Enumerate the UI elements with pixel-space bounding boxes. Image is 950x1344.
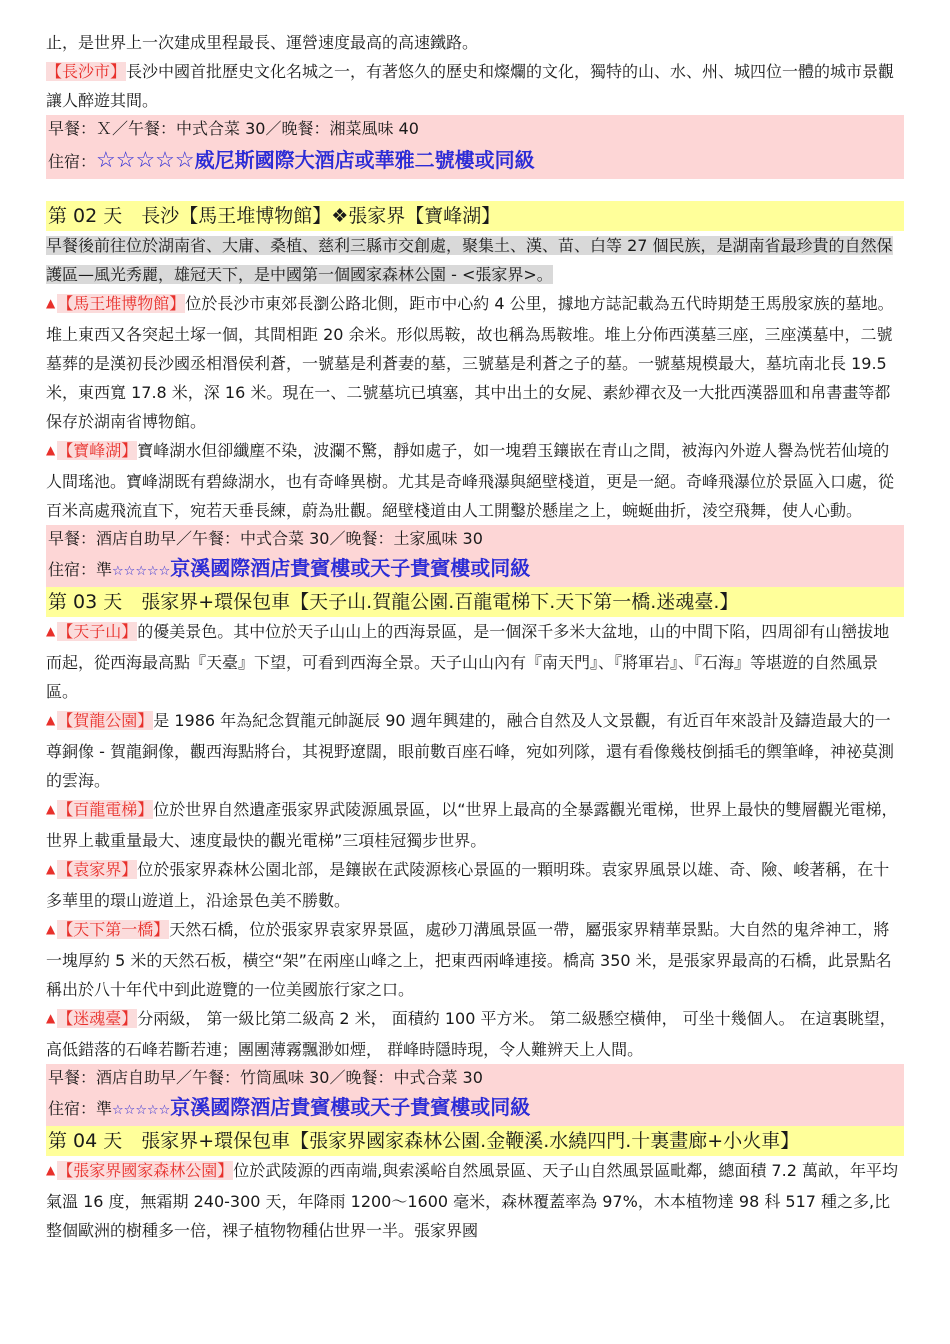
- day1-hotel: 威尼斯國際大酒店或華雅二號樓或同級: [194, 148, 535, 172]
- day2-item-mawangdui: ▲ 【馬王堆博物館】位於長沙市東郊長瀏公路北側，距市中心約 4 公里，據地方誌記載為五代時期楚王馬殷家族的墓地。堆上東西又各突起土塚一個，其間相距 20 余米。形似馬鞍，故也稱為馬鞍堆。堆上分佈西漢墓三座，三座漢墓中，二號墓葬的是漢初長沙國丞相湣侯利蒼，一號墓是利蒼妻的墓，三號墓是利蒼之子的墓。一號墓規模最大，墓坑南北長 19.5 米，東西寬 17.8 米，深 16 米。現在一、二號墓坑已填塞，其中出土的女屍、素紗禪衣及一大批西漢器皿和帛書畫等都保存於湖南省博物館。: [46, 294, 894, 431]
- day4-item-forest-park: ▲ 【張家界國家森林公園】位於武陵源的西南端,與索溪峪自然風景區、天子山自然風景區毗鄰，總面積 7.2 萬畝，年平均氣溫 16 度，無霜期 240-300 天，年降雨 1200～1600 毫米，森林覆蓋率為 97%，木本植物達 98 科 517 種之多,比整個歐洲的樹種多一倍，裸子植物物種佔世界一半。張家界國: [46, 1161, 898, 1240]
- day2-title: 第 02 天 長沙【馬王堆博物館】❖張家界【寶峰湖】: [46, 201, 904, 231]
- star-rating-icon: ☆☆☆☆☆: [112, 1103, 171, 1118]
- changsha-text: 長沙中國首批歷史文化名城之一，有著悠久的歷史和燦爛的文化，獨特的山、水、州、城四位一體的城市景觀讓人醉遊其間。: [46, 62, 895, 110]
- changsha-paragraph: [46, 57, 904, 115]
- day3-title: 第 03 天 張家界+環保包車【天子山.賀龍公園.百龍電梯下.天下第一橋.迷魂臺.】: [46, 587, 904, 617]
- triangle-bullet-icon: ▲: [46, 1011, 56, 1025]
- changsha-tag: 【長沙市】: [46, 62, 127, 81]
- triangle-bullet-icon: ▲: [46, 802, 56, 816]
- day3-item-bailong: ▲ 【百龍電梯】位於世界自然遺產張家界武陵源風景區，以“世界上最高的全暴露觀光電梯，世界上最快的雙層觀光電梯，世界上載重量最大、速度最快的觀光電梯”三項桂冠獨步世界。: [46, 800, 898, 850]
- day3-item-tianzishan: ▲ 【天子山】的優美景色。其中位於天子山山上的西海景區，是一個深千多米大盆地，山的中間下陷，四周卻有山巒拔地而起，從西海最高點『天臺』下望，可看到西海全景。天子山山內有『南天門』、『將軍岩』、『石海』等堪遊的自然風景區。: [46, 622, 890, 701]
- day3-meal: 早餐：酒店自助早／午餐：竹筒風味 30／晚餐：中式合菜 30: [46, 1064, 904, 1092]
- day4-title: 第 04 天 張家界+環保包車【張家界國家森林公園.金鞭溪.水繞四門.十裏畫廊+小火車】: [46, 1126, 904, 1156]
- day1-stay: 住宿：☆☆☆☆☆威尼斯國際大酒店或華雅二號樓或同級: [46, 143, 904, 179]
- day2-item-baofeng: ▲ 【寶峰湖】寶峰湖水但卻纖塵不染，波瀾不驚，靜如處子，如一塊碧玉鑲嵌在青山之間，被海內外遊人譽為恍若仙境的人間瑤池。寶峰湖既有碧綠湖水，也有奇峰異樹。尤其是奇峰飛瀑與絕壁棧道，更是一絕。奇峰飛瀑位於景區入口處，從百米高處飛流直下，宛若天垂長練，蔚為壯觀。絕壁棧道由人工開鑿於懸崖之上，蜿蜒曲折，淩空飛舞，使人心動。: [46, 441, 895, 520]
- star-rating-icon: ☆☆☆☆☆: [96, 148, 195, 173]
- triangle-bullet-icon: ▲: [46, 443, 56, 457]
- day3-item-first-bridge: ▲ 【天下第一橋】天然石橋，位於張家界袁家界景區，處砂刀溝風景區一帶，屬張家界精華景點。大自然的鬼斧神工，將一塊厚約 5 米的天然石板，橫空“架”在兩座山峰之上，把東西兩峰連接。橋高 350 米，是張家界最高的石橋，此景點名稱出於八十年代中到此遊覽的一位美國旅行家之口。: [46, 920, 892, 999]
- day2-hotel: 京溪國際酒店貴賓樓或天子貴賓樓或同級: [170, 556, 531, 580]
- day2-summary: 早餐後前往位於湖南省、大庸、桑植、慈利三縣市交創處，聚集土、漢、苗、白等 27 個民族，是湖南省最珍貴的自然保護區—風光秀麗，雄冠天下，是中國第一個國家森林公園 - <張家界>。: [46, 236, 893, 284]
- intro-line: 止，是世界上一次建成里程最長、運營速度最高的高速鐵路。: [46, 33, 479, 52]
- day3-stay: 住宿：準☆☆☆☆☆京溪國際酒店貴賓樓或天子貴賓樓或同級: [46, 1092, 904, 1126]
- triangle-bullet-icon: ▲: [46, 862, 56, 876]
- day3-item-helong: ▲ 【賀龍公園】是 1986 年為紀念賀龍元帥誕辰 90 週年興建的，融合自然及人文景觀，有近百年來設計及鑄造最大的一尊銅像 - 賀龍銅像，觀西海點將台，其視野遼闊，眼前數百座石峰，宛如列隊，還有看像幾枝倒插毛的禦筆峰，神祕莫測的雲海。: [46, 711, 894, 790]
- triangle-bullet-icon: ▲: [46, 1163, 56, 1177]
- day3-hotel: 京溪國際酒店貴賓樓或天子貴賓樓或同級: [170, 1095, 531, 1119]
- triangle-bullet-icon: ▲: [46, 296, 56, 310]
- triangle-bullet-icon: ▲: [46, 624, 56, 638]
- day3-item-mihuntai: ▲ 【迷魂臺】分兩級， 第一級比第二級高 2 米， 面積約 100 平方米。 第二級懸空橫伸， 可坐十幾個人。 在這裏眺望， 高低錯落的石峰若斷若連；團團薄霧飄渺如煙， 群峰時隱時現，令人難辨天上人間。: [46, 1009, 896, 1059]
- triangle-bullet-icon: ▲: [46, 713, 56, 727]
- day2-meal: 早餐：酒店自助早／午餐：中式合菜 30／晚餐：土家風味 30: [46, 525, 904, 553]
- star-rating-icon: ☆☆☆☆☆: [112, 564, 171, 579]
- triangle-bullet-icon: ▲: [46, 922, 56, 936]
- day3-item-yuanjiajie: ▲ 【袁家界】位於張家界森林公園北部，是鑲嵌在武陵源核心景區的一顆明珠。袁家界風景以雄、奇、險、峻著稱，在十多華里的環山遊道上，沿途景色美不勝數。: [46, 860, 890, 910]
- day1-meal: 早餐：Ｘ／午餐：中式合菜 30／晚餐：湘菜風味 40: [46, 115, 904, 143]
- day2-stay: 住宿：準☆☆☆☆☆京溪國際酒店貴賓樓或天子貴賓樓或同級: [46, 553, 904, 587]
